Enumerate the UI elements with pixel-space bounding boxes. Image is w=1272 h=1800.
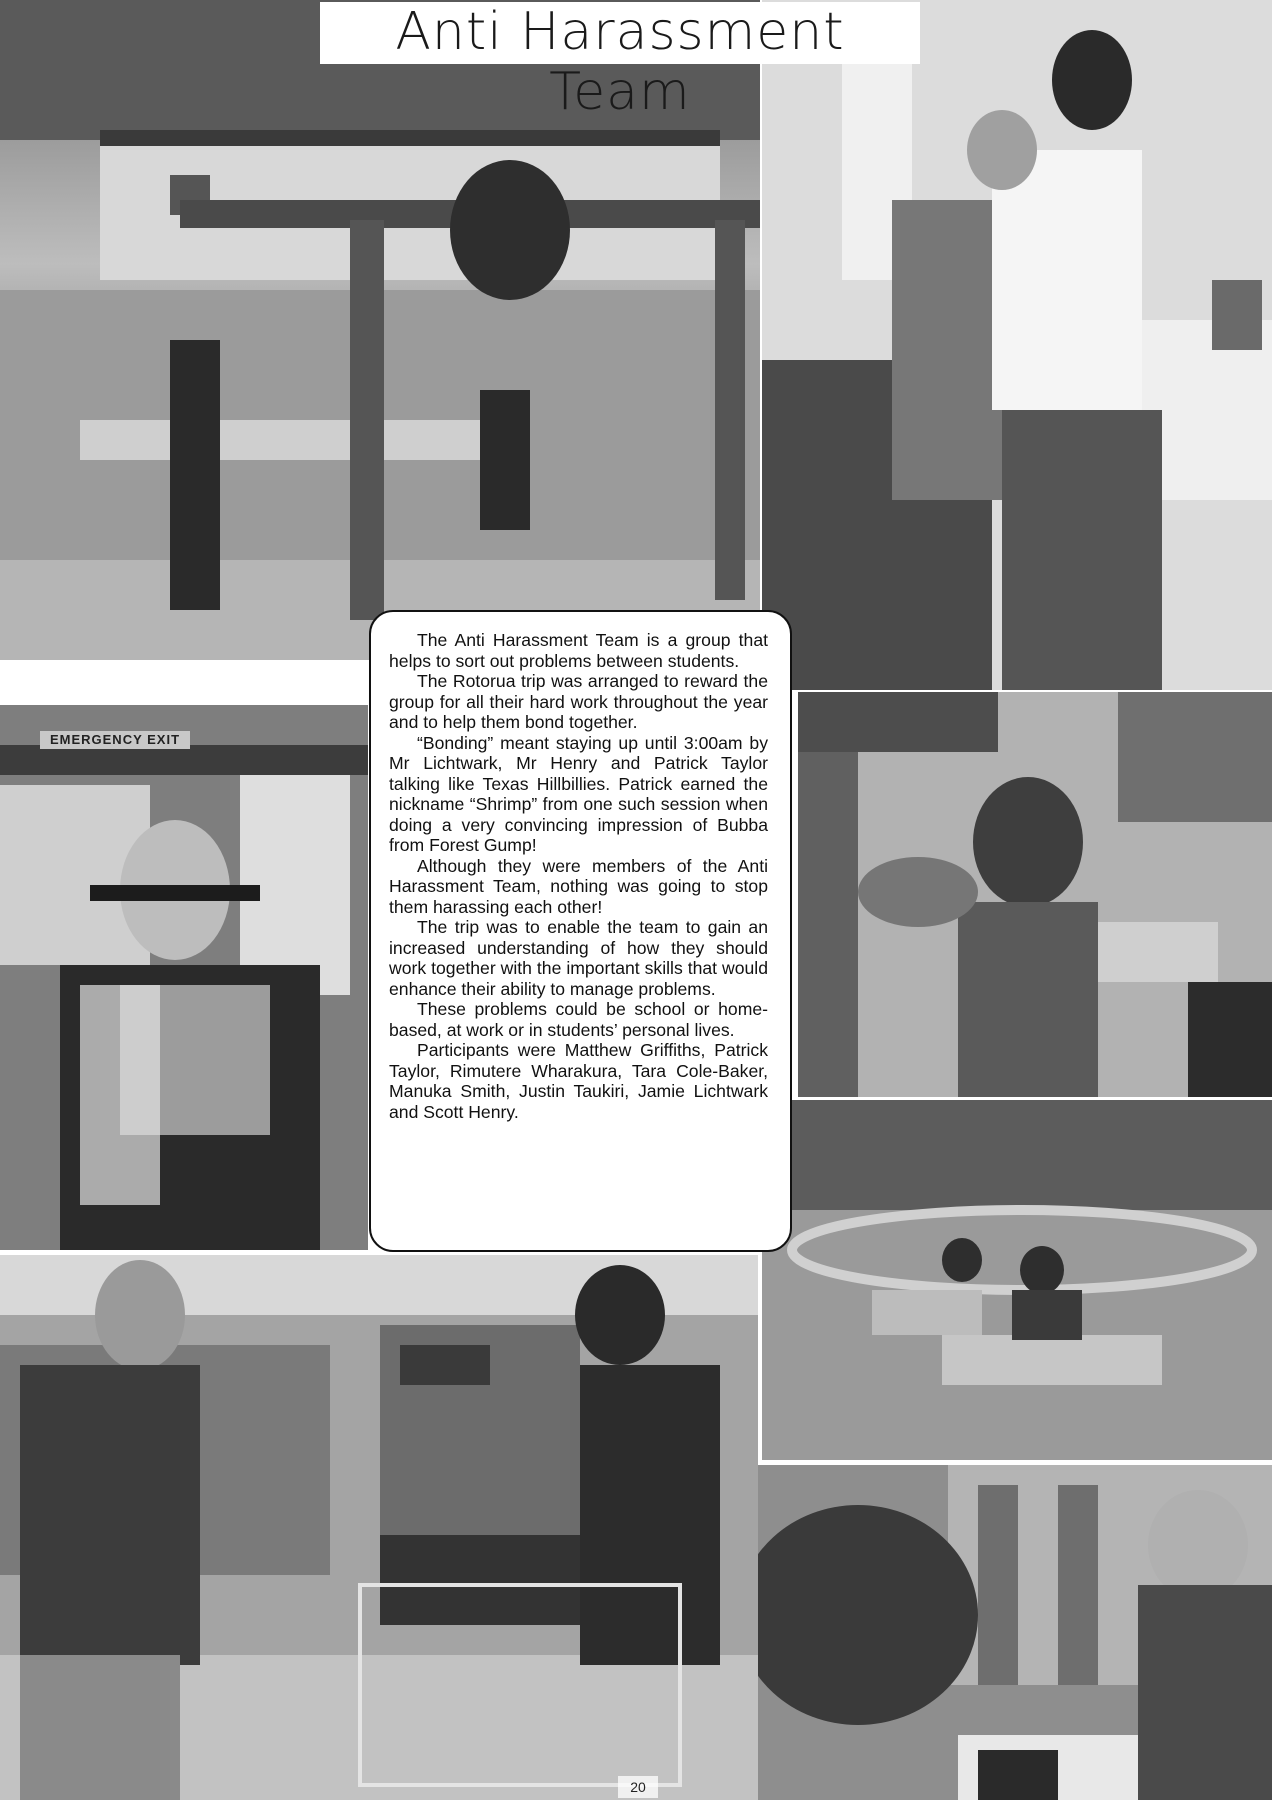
photo-chess-game (758, 1465, 1272, 1800)
article-paragraph: The trip was to enable the team to gain an increased understanding of how they should work together with the important skills that would enhance their ability to manage problems. (389, 917, 768, 999)
photo-van-harmonica (0, 705, 368, 1250)
article-paragraph: The Rotorua trip was arranged to reward the group for all their hard work throughout the year and to help them bond together. (389, 671, 768, 732)
photo-kitchen-hug (762, 0, 1272, 690)
article-paragraph: Participants were Matthew Griffiths, Patrick Taylor, Rimutere Wharakura, Tara Cole-Baker, Manuka Smith, Justin Taukiri, Jamie Lichtwark and Scott Henry. (389, 1040, 768, 1122)
article-paragraph: “Bonding” meant staying up until 3:00am by Mr Lichtwark, Mr Henry and Patrick Taylor talking like Texas Hillbillies. Patrick earned the nickname “Shrimp” from one such session when doing a very convincing impression of Bubba from Forest Gump! (389, 732, 768, 855)
photo-go-karts (762, 1100, 1272, 1460)
van-emergency-exit-sign: EMERGENCY EXIT (40, 731, 190, 749)
article-paragraph: These problems could be school or home-based, at work or in students’ personal lives. (389, 999, 768, 1040)
article-paragraph: The Anti Harassment Team is a group that helps to sort out problems between students. (389, 630, 768, 671)
photo-supermarket-trolley (0, 1255, 758, 1800)
article-paragraph: Although they were members of the Anti Harassment Team, nothing was going to stop them harassing each other! (389, 855, 768, 917)
page-number: 20 (618, 1776, 658, 1798)
article-text-box (369, 610, 792, 1252)
page-title: Anti Harassment Team (320, 2, 920, 64)
photo-girl-with-pan (798, 692, 1272, 1097)
